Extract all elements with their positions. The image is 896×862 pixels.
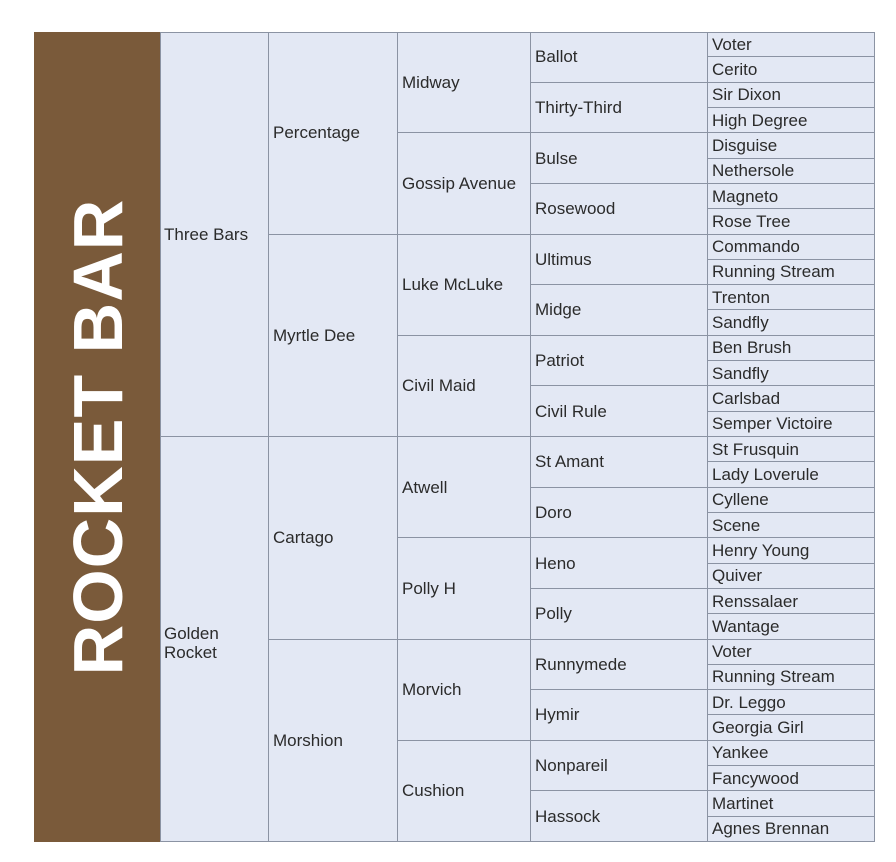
horse-name: Rose Tree: [712, 211, 791, 231]
horse-name: Quiver: [712, 566, 763, 586]
horse-name: Dr. Leggo: [712, 692, 786, 712]
pedigree-cell-gen5: [708, 57, 875, 82]
horse-name: Percentage: [273, 123, 360, 143]
pedigree-cell-gen4: [531, 437, 708, 488]
pedigree-cell-gen4: [531, 690, 708, 741]
horse-name: Morvich: [402, 680, 462, 700]
pedigree-cell-gen3: [398, 336, 531, 437]
horse-name: Rosewood: [535, 199, 616, 219]
horse-name: Polly H: [402, 578, 456, 598]
pedigree-cell-gen4: [531, 488, 708, 539]
horse-name: Sandfly: [712, 363, 769, 383]
pedigree-cell-gen2: [269, 32, 398, 235]
horse-name: Thirty-Third: [535, 97, 622, 117]
pedigree-cell-gen5: [708, 184, 875, 209]
horse-name: Doro: [535, 502, 572, 522]
horse-name: Gossip Avenue: [402, 173, 517, 193]
horse-name-title: ROCKET BAR: [58, 198, 137, 676]
pedigree-cell-gen5: [708, 235, 875, 260]
horse-name: Sandfly: [712, 313, 769, 333]
horse-name: Wantage: [712, 616, 780, 636]
pedigree-cell-gen2: [269, 437, 398, 640]
horse-name: Patriot: [535, 351, 585, 371]
horse-name: Cushion: [402, 781, 465, 801]
horse-name: Henry Young: [712, 540, 810, 560]
pedigree-cell-gen5: [708, 386, 875, 411]
horse-name: Civil Rule: [535, 401, 607, 421]
horse-name: Civil Maid: [402, 376, 476, 396]
horse-name: Cyllene: [712, 490, 769, 510]
horse-name: Heno: [535, 553, 576, 573]
pedigree-cell-gen3: [398, 640, 531, 741]
pedigree-cell-gen5: [708, 83, 875, 108]
horse-name: Semper Victoire: [712, 414, 833, 434]
pedigree-cell-gen5: [708, 462, 875, 487]
pedigree-cell-gen5: [708, 108, 875, 133]
horse-name: Georgia Girl: [712, 718, 804, 738]
pedigree-cell-gen4: [531, 83, 708, 134]
horse-name: High Degree: [712, 110, 808, 130]
pedigree-cell-gen3: [398, 235, 531, 336]
horse-name: Ben Brush: [712, 338, 792, 358]
pedigree-cell-gen4: [531, 589, 708, 640]
title-bar: [34, 32, 161, 842]
horse-name: Runnymede: [535, 654, 627, 674]
pedigree-cell-gen5: [708, 32, 875, 57]
pedigree-cell-gen4: [531, 235, 708, 286]
pedigree-cell-gen5: [708, 437, 875, 462]
horse-name: Hassock: [535, 806, 601, 826]
horse-name: Myrtle Dee: [273, 325, 356, 345]
pedigree-cell-gen4: [531, 32, 708, 83]
horse-name: Hymir: [535, 705, 580, 725]
horse-name: Scene: [712, 515, 761, 535]
horse-name: Running Stream: [712, 667, 835, 687]
pedigree-cell-gen4: [531, 133, 708, 184]
horse-name: Sir Dixon: [712, 85, 781, 105]
pedigree-cell-gen5: [708, 564, 875, 589]
pedigree-cell-gen3: [398, 538, 531, 639]
horse-name: Nethersole: [712, 161, 795, 181]
pedigree-cell-gen3: [398, 133, 531, 234]
pedigree-cell-gen3: [398, 437, 531, 538]
pedigree-cell-gen5: [708, 336, 875, 361]
pedigree-cell-gen4: [531, 336, 708, 387]
horse-name: Nonpareil: [535, 756, 608, 776]
pedigree-cell-gen5: [708, 538, 875, 563]
horse-name: Trenton: [712, 287, 770, 307]
pedigree-cell-gen5: [708, 690, 875, 715]
pedigree-cell-gen4: [531, 741, 708, 792]
horse-name: Disguise: [712, 135, 778, 155]
horse-name: Golden Rocket: [164, 624, 219, 662]
pedigree-cell-gen4: [531, 285, 708, 336]
horse-name: St Frusquin: [712, 439, 799, 459]
pedigree-cell-gen5: [708, 260, 875, 285]
pedigree-cell-gen3: [398, 32, 531, 133]
pedigree-cell-gen1: [160, 437, 269, 842]
pedigree-cell-gen5: [708, 513, 875, 538]
pedigree-cell-gen5: [708, 310, 875, 335]
horse-name: Renssalaer: [712, 591, 798, 611]
pedigree-cell-gen5: [708, 665, 875, 690]
horse-name: Yankee: [712, 743, 769, 763]
pedigree-cell-gen5: [708, 488, 875, 513]
pedigree-cell-gen5: [708, 159, 875, 184]
pedigree-cell-gen5: [708, 361, 875, 386]
pedigree-cell-gen5: [708, 209, 875, 234]
pedigree-cell-gen1: [160, 32, 269, 437]
horse-name: Martinet: [712, 794, 774, 814]
pedigree-cell-gen4: [531, 640, 708, 691]
horse-name: Three Bars: [164, 224, 249, 244]
horse-name: Morshion: [273, 730, 343, 750]
horse-name: Fancywood: [712, 768, 799, 788]
pedigree-cell-gen5: [708, 285, 875, 310]
horse-name: Voter: [712, 34, 752, 54]
pedigree-cell-gen4: [531, 184, 708, 235]
horse-name: Atwell: [402, 477, 448, 497]
horse-name: Running Stream: [712, 262, 835, 282]
pedigree-cell-gen5: [708, 640, 875, 665]
pedigree-cell-gen5: [708, 741, 875, 766]
pedigree-cell-gen3: [398, 741, 531, 842]
pedigree-cell-gen4: [531, 538, 708, 589]
horse-name: Ultimus: [535, 249, 592, 269]
horse-name: St Amant: [535, 452, 604, 472]
horse-name: Midge: [535, 300, 582, 320]
horse-name: Cartago: [273, 528, 334, 548]
horse-name: Voter: [712, 642, 752, 662]
horse-name: Magneto: [712, 186, 779, 206]
horse-name: Agnes Brennan: [712, 819, 830, 839]
pedigree-cell-gen5: [708, 589, 875, 614]
pedigree-cell-gen5: [708, 133, 875, 158]
pedigree-cell-gen2: [269, 640, 398, 843]
pedigree-cell-gen4: [531, 386, 708, 437]
pedigree-cell-gen5: [708, 412, 875, 437]
horse-name: Carlsbad: [712, 389, 781, 409]
horse-name: Polly: [535, 604, 572, 624]
pedigree-cell-gen5: [708, 791, 875, 816]
pedigree-cell-gen4: [531, 791, 708, 842]
horse-name: Midway: [402, 72, 460, 92]
horse-name: Luke McLuke: [402, 275, 504, 295]
pedigree-cell-gen5: [708, 817, 875, 842]
pedigree-cell-gen2: [269, 235, 398, 438]
horse-name: Bulse: [535, 148, 578, 168]
pedigree-cell-gen5: [708, 715, 875, 740]
horse-name: Lady Loverule: [712, 464, 819, 484]
pedigree-cell-gen5: [708, 766, 875, 791]
horse-name: Commando: [712, 237, 800, 257]
horse-name: Cerito: [712, 59, 758, 79]
pedigree-cell-gen5: [708, 614, 875, 639]
horse-name: Ballot: [535, 47, 578, 67]
